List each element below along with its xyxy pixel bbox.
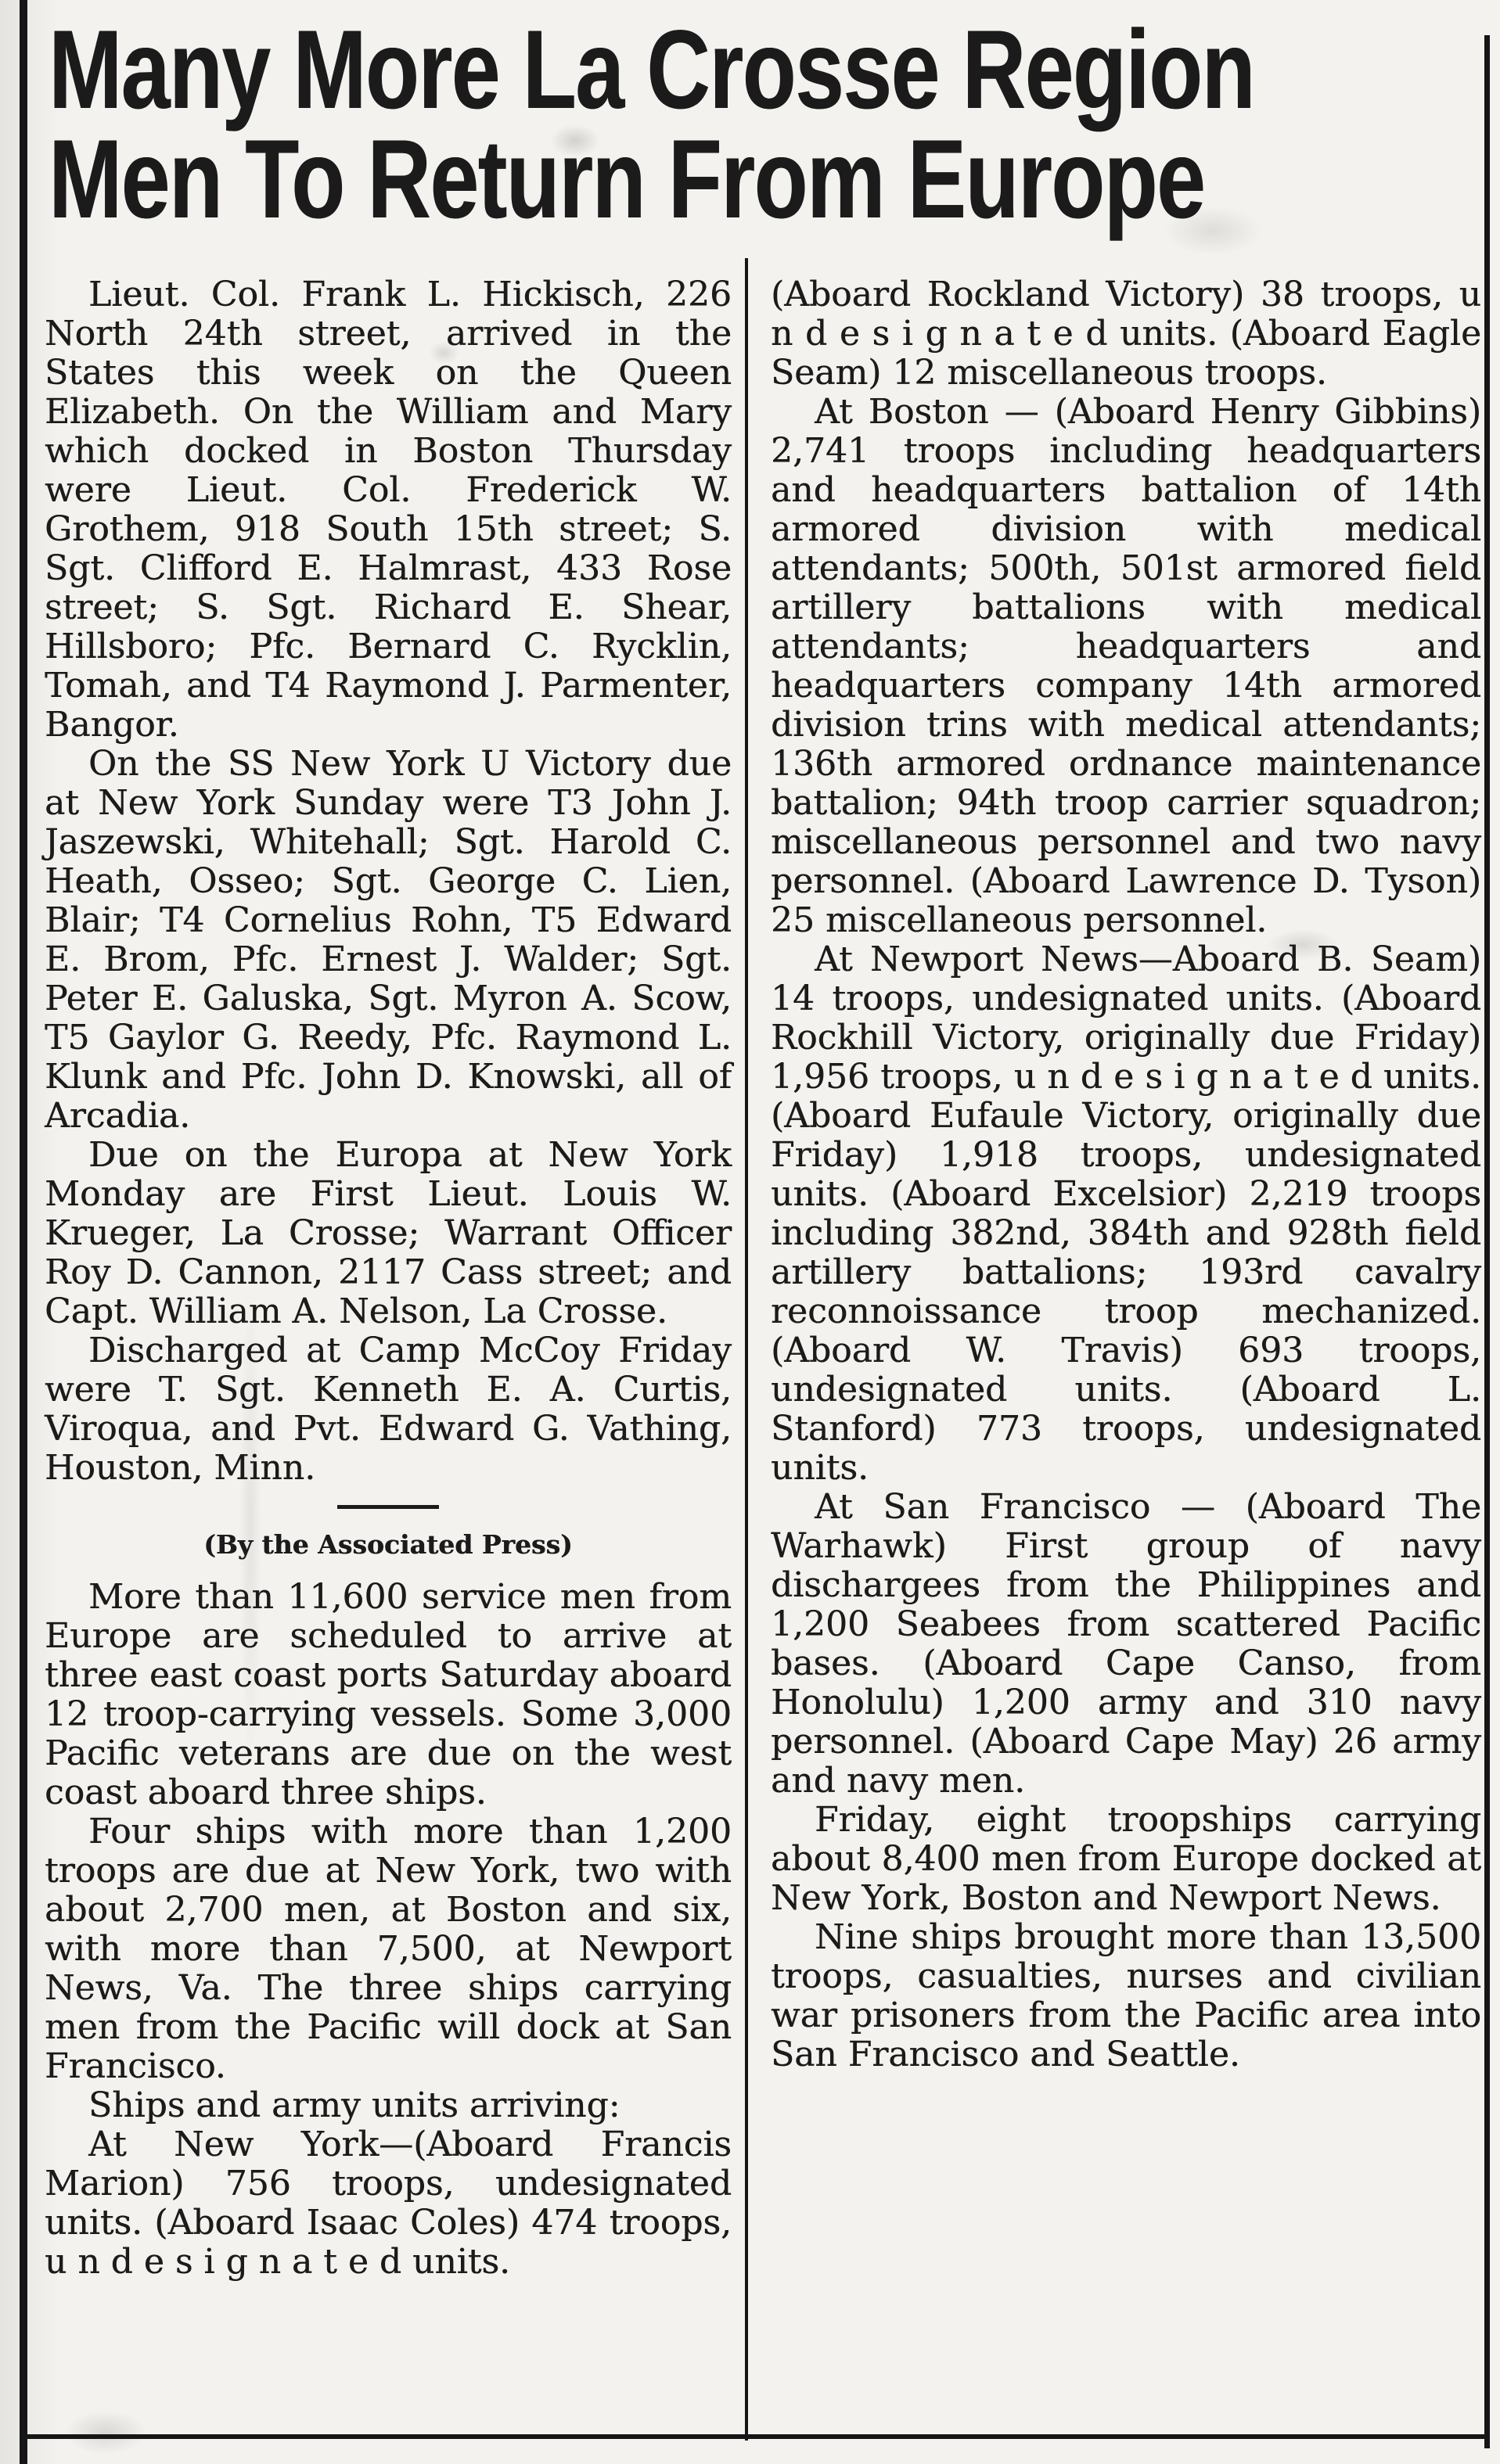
bottom-border-rule	[20, 2434, 1490, 2439]
paragraph: Friday, eight troopships carrying about 8,400 men from Europe docked at New York, Boston and Newport News.	[771, 1800, 1481, 1918]
left-border-rule	[20, 0, 27, 2464]
ap-byline: (By the Associated Press)	[203, 1529, 573, 1560]
article-headline	[49, 8, 1500, 242]
left-column	[45, 275, 732, 2282]
paragraph: More than 11,600 service men from Europe are scheduled to arrive at three east coast ports Saturday aboard 12 troop-carrying vessels. Some 3,000 Pacific veterans are due on the west coast aboard three ships.	[45, 1577, 732, 1812]
local-roster-paragraphs	[45, 275, 732, 1488]
ap-wire-paragraphs	[45, 1578, 732, 2282]
headline-line-1: Many More La Crosse Region	[49, 8, 1254, 132]
paragraph: On the SS New York U Victory due at New York Sunday were T3 John J. Jaszewski, Whitehall; Sgt. Harold C. Heath, Osseo; Sgt. George C. Lien, Blair; T4 Cornelius Rohn, T5 Edward E. Brom, Pfc. Ernest J. Walder; Sgt. Peter E. Galuska, Sgt. Myron A. Scow, T5 Gaylor G. Reedy, Pfc. Raymond L. Klunk and Pfc. John D. Knowski, all of Arcadia.	[45, 744, 732, 1136]
paragraph: Nine ships brought more than 13,500 troops, casualties, nurses and civilian war prisoners from the Pacific area into San Francisco and Seattle.	[771, 1917, 1481, 2074]
paragraph: Four ships with more than 1,200 troops are due at New York, two with about 2,700 men, at Boston and six, with more than 7,500, at Newport News, Va. The three ships carrying men from the Pacific will dock at San Francisco.	[45, 1812, 732, 2086]
paragraph: At New York—(Aboard Francis Marion) 756 troops, undesignated units. (Aboard Isaac Coles) 474 troops, u n d e s i g n a t e d units.	[45, 2125, 732, 2282]
column-divider-rule	[745, 258, 748, 2441]
paragraph: At San Francisco — (Aboard The Warhawk) First group of navy dischargees from the Philippines and 1,200 Seabees from scattered Pacific bases. (Aboard Cape Canso, from Honolulu) 1,200 army and 310 navy personnel. (Aboard Cape May) 26 army and navy men.	[771, 1487, 1481, 1801]
section-divider-rule	[337, 1505, 439, 1509]
paragraph: Due on the Europa at New York Monday are First Lieut. Louis W. Krueger, La Crosse; Warrant Officer Roy D. Cannon, 2117 Cass street; and Capt. William A. Nelson, La Crosse.	[45, 1135, 732, 1331]
right-border-rule	[1484, 35, 1490, 2448]
paragraph: (Aboard Rockland Victory) 38 troops, u n d e s i g n a t e d units. (Aboard Eagle Seam) 12 miscellaneous troops.	[771, 275, 1481, 393]
paragraph: Discharged at Camp McCoy Friday were T. Sgt. Kenneth E. A. Curtis, Viroqua, and Pvt. Edward G. Vathing, Houston, Minn.	[45, 1331, 732, 1488]
paragraph: At Newport News—Aboard B. Seam) 14 troops, undesignated units. (Aboard Rockhill Victory, originally due Friday) 1,956 troops, u n d e s i g n a t e d units. (Aboard Eufaule Victory, originally due Friday) 1,918 troops, undesignated units. (Aboard Excelsior) 2,219 troops including 382nd, 384th and 928th field artillery battalions; 193rd cavalry reconnoissance troop mechanized. (Aboard W. Travis) 693 troops, undesignated units. (Aboard L. Stanford) 773 troops, undesignated units.	[771, 939, 1481, 1488]
paragraph: Ships and army units arriving:	[88, 2085, 621, 2125]
paragraph: At Boston — (Aboard Henry Gibbins) 2,741 troops including headquarters and headquarters battalion of 14th armored division with medical attendants; 500th, 501st armored field artillery battalions with medical attendants; headquarters and headquarters company 14th armored division trins with medical attendants; 136th armored ordnance maintenance battalion; 94th troop carrier squadron; miscellaneous personnel and two navy personnel. (Aboard Lawrence D. Tyson) 25 miscellaneous personnel.	[771, 392, 1481, 940]
paragraph: Lieut. Col. Frank L. Hickisch, 226 North 24th street, arrived in the States this week on the Queen Elizabeth. On the William and Mary which docked in Boston Thursday were Lieut. Col. Frederick W. Grothem, 918 South 15th street; S. Sgt. Clifford E. Halmrast, 433 Rose street; S. Sgt. Richard E. Shear, Hillsboro; Pfc. Bernard C. Rycklin, Tomah, and T4 Raymond J. Parmenter, Bangor.	[45, 275, 732, 745]
right-column-paragraphs	[771, 275, 1481, 2074]
right-column	[771, 275, 1481, 2074]
headline-line-2: Men To Return From Europe	[49, 117, 1205, 242]
